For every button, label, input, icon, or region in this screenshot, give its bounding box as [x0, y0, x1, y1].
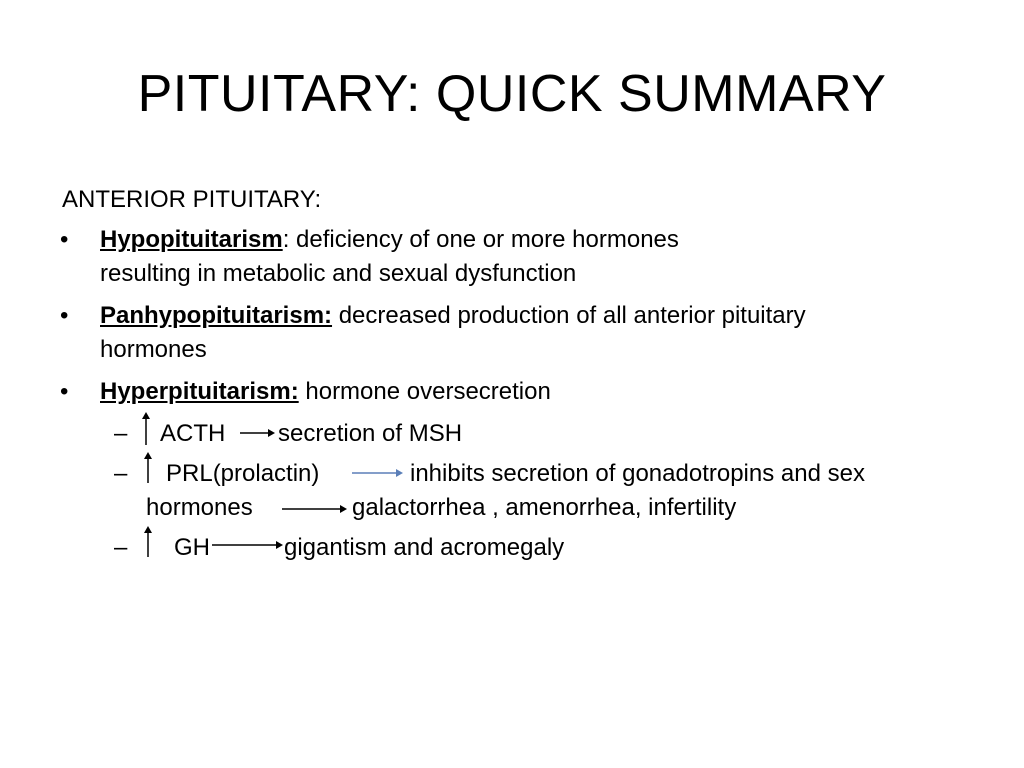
bullet-item-panhypopituitarism: [62, 299, 982, 333]
right-arrow-icon: [282, 503, 348, 515]
definition-continuation: hormones: [100, 336, 207, 363]
right-arrow-icon: [352, 467, 404, 479]
right-arrow-icon: [240, 427, 276, 439]
bullet-text: [100, 299, 806, 333]
bullet-continuation: [62, 257, 982, 291]
hormone-label: GH: [174, 534, 210, 561]
bullet-text: [100, 223, 679, 257]
effect-text: gigantism and acromegaly: [284, 534, 565, 561]
section-heading: ANTERIOR PITUITARY:: [62, 186, 322, 213]
sub-item-prl: [62, 457, 982, 491]
term-hypopituitarism: Hypopituitarism: [100, 226, 283, 253]
definition-text: hormone oversecretion: [298, 378, 551, 405]
continuation-start: hormones: [146, 494, 253, 521]
effect-text: inhibits secretion of gonadotropins and sex: [410, 460, 865, 487]
right-arrow-icon: [212, 539, 284, 551]
term-hyperpituitarism: Hyperpituitarism:: [100, 378, 299, 405]
bullet-item-hypopituitarism: [62, 223, 982, 257]
effect-text: galactorrhea , amenorrhea, infertility: [352, 494, 737, 521]
slide-body: [62, 183, 982, 565]
up-arrow-icon: [142, 451, 154, 485]
bullet-marker: •: [60, 226, 69, 253]
slide-title: PITUITARY: QUICK SUMMARY: [137, 65, 887, 123]
dash-marker: –: [114, 534, 128, 561]
up-arrow-icon: [142, 525, 154, 559]
dash-marker: –: [114, 460, 128, 487]
bullet-text: [100, 375, 551, 409]
sub-item-acth: [62, 417, 982, 451]
definition-text: : deficiency of one or more hormones: [282, 226, 679, 253]
sub-item-prl-continuation: [62, 491, 982, 525]
bullet-item-hyperpituitarism: [62, 375, 982, 409]
bullet-marker: •: [60, 302, 69, 329]
hormone-label: PRL(prolactin): [166, 460, 320, 487]
definition-text: decreased production of all anterior pituitary: [332, 302, 806, 329]
bullet-continuation: [62, 333, 982, 367]
bullet-marker: •: [60, 378, 69, 405]
up-arrow-icon: [140, 411, 152, 447]
sub-item-gh: [62, 531, 982, 565]
term-panhypopituitarism: Panhypopituitarism:: [100, 302, 333, 329]
dash-marker: –: [114, 420, 128, 447]
definition-continuation: resulting in metabolic and sexual dysfunction: [100, 260, 577, 287]
effect-text: secretion of MSH: [278, 420, 463, 447]
hormone-label: ACTH: [160, 420, 226, 447]
